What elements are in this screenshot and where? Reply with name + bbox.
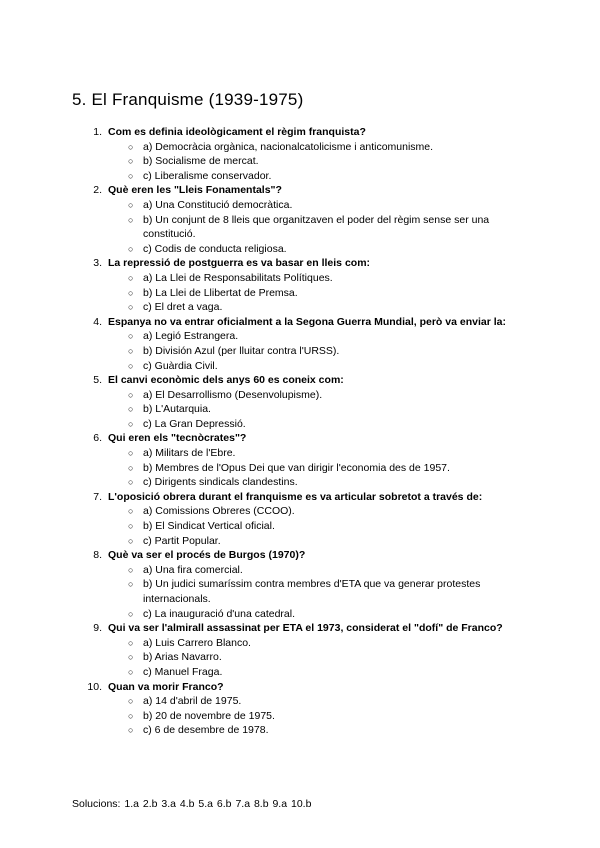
option-text: a) Una fira comercial. (143, 563, 243, 576)
question-5 (0, 373, 600, 431)
question-number: 6. (93, 432, 102, 445)
option-item (128, 286, 513, 301)
option-list (0, 329, 600, 373)
circle-bullet-icon: ○ (128, 404, 134, 415)
circle-bullet-icon: ○ (128, 287, 134, 298)
option-item (128, 329, 513, 344)
option-item (128, 577, 513, 606)
option-list (0, 563, 600, 621)
circle-bullet-icon: ○ (128, 637, 134, 648)
option-text: b) El Sindicat Vertical oficial. (143, 520, 275, 533)
option-item (128, 504, 513, 519)
option-text: b) Membres de l'Opus Dei que van dirigir l'economia des de 1957. (143, 461, 450, 474)
option-text: c) Manuel Fraga. (143, 665, 223, 678)
option-item (128, 344, 513, 359)
option-text: c) 6 de desembre de 1978. (143, 724, 269, 737)
option-item (128, 694, 513, 709)
question-2 (0, 183, 600, 256)
question-10 (0, 680, 600, 738)
question-number: 9. (93, 622, 102, 635)
option-item (128, 519, 513, 534)
option-item (128, 650, 513, 665)
question-number: 5. (93, 374, 102, 387)
option-item (128, 213, 513, 242)
option-text: a) Democràcia orgànica, nacionalcatolicisme i anticomunisme. (143, 140, 434, 153)
option-item (128, 359, 513, 374)
question-text: El canvi econòmic dels anys 60 es coneix com: (108, 374, 344, 387)
option-text: c) La inauguració d'una catedral. (143, 607, 296, 620)
circle-bullet-icon: ○ (128, 418, 134, 429)
option-text: b) La Llei de Llibertat de Premsa. (143, 286, 298, 299)
question-7 (0, 490, 600, 548)
question-text: La repressió de postguerra es va basar en lleis com: (108, 257, 371, 270)
question-number: 2. (93, 184, 102, 197)
question-number: 4. (93, 315, 102, 328)
circle-bullet-icon: ○ (128, 521, 134, 532)
option-item (128, 534, 513, 549)
option-text: c) Partit Popular. (143, 534, 221, 547)
option-item (128, 242, 513, 257)
circle-bullet-icon: ○ (128, 199, 134, 210)
option-item (128, 709, 513, 724)
option-item (128, 271, 513, 286)
option-text: c) El dret a vaga. (143, 301, 223, 314)
circle-bullet-icon: ○ (128, 141, 134, 152)
option-item (128, 723, 513, 738)
question-number: 8. (93, 549, 102, 562)
option-item (128, 300, 513, 315)
page-title: 5. El Franquisme (1939-1975) (72, 90, 304, 109)
question-1 (0, 125, 600, 183)
question-list (0, 125, 600, 738)
option-text: a) El Desarrollismo (Desenvolupisme). (143, 388, 323, 401)
option-item (128, 636, 513, 651)
circle-bullet-icon: ○ (128, 462, 134, 473)
option-list (0, 446, 600, 490)
circle-bullet-icon: ○ (128, 389, 134, 400)
option-text: c) Liberalisme conservador. (143, 169, 272, 182)
option-item (128, 563, 513, 578)
option-text: b) Un judici sumaríssim contra membres d'ETA que va generar protestes internacionals. (143, 578, 481, 605)
option-item (128, 140, 513, 155)
circle-bullet-icon: ○ (128, 652, 134, 663)
option-text: b) 20 de novembre de 1975. (143, 709, 275, 722)
option-list (0, 140, 600, 184)
circle-bullet-icon: ○ (128, 302, 134, 313)
option-item (128, 388, 513, 403)
question-text: Com es definia ideològicament el règim franquista? (108, 126, 366, 138)
option-item (128, 475, 513, 490)
circle-bullet-icon: ○ (128, 666, 134, 677)
circle-bullet-icon: ○ (128, 214, 134, 225)
option-text: a) Una Constitució democràtica. (143, 198, 293, 211)
question-text: Qui va ser l'almirall assassinat per ETA el 1973, considerat el "dofí" de Franco? (108, 622, 503, 635)
circle-bullet-icon: ○ (128, 608, 134, 619)
circle-bullet-icon: ○ (128, 331, 134, 342)
question-4 (0, 315, 600, 373)
option-item (128, 461, 513, 476)
question-3 (0, 256, 600, 314)
question-9 (0, 621, 600, 679)
option-text: a) Luis Carrero Blanco. (143, 636, 251, 649)
option-text: c) La Gran Depressió. (143, 417, 246, 430)
circle-bullet-icon: ○ (128, 170, 134, 181)
option-text: b) L'Autarquia. (143, 403, 211, 416)
circle-bullet-icon: ○ (128, 696, 134, 707)
solutions-line: Solucions: 1.a 2.b 3.a 4.b 5.a 6.b 7.a 8.b 9.a 10.b (72, 798, 312, 810)
option-item (128, 446, 513, 461)
option-list (0, 636, 600, 680)
question-number: 10. (87, 680, 102, 693)
question-8 (0, 548, 600, 621)
option-text: b) Socialisme de mercat. (143, 155, 259, 168)
option-item (128, 665, 513, 680)
option-text: c) Guàrdia Civil. (143, 359, 218, 372)
circle-bullet-icon: ○ (128, 506, 134, 517)
option-text: b) División Azul (per lluitar contra l'URSS). (143, 344, 340, 357)
question-text: Quan va morir Franco? (108, 680, 224, 693)
option-item (128, 607, 513, 622)
option-text: c) Codis de conducta religiosa. (143, 242, 287, 255)
circle-bullet-icon: ○ (128, 564, 134, 575)
question-text: Què eren les "Lleis Fonamentals"? (108, 184, 282, 197)
circle-bullet-icon: ○ (128, 156, 134, 167)
option-item (128, 402, 513, 417)
circle-bullet-icon: ○ (128, 535, 134, 546)
option-list (0, 504, 600, 548)
option-item (128, 169, 513, 184)
circle-bullet-icon: ○ (128, 710, 134, 721)
circle-bullet-icon: ○ (128, 345, 134, 356)
question-number: 3. (93, 257, 102, 270)
option-text: a) Legió Estrangera. (143, 330, 239, 343)
question-6 (0, 431, 600, 489)
option-text: a) Militars de l'Ebre. (143, 447, 236, 460)
option-list (0, 198, 600, 256)
option-list (0, 388, 600, 432)
question-number: 1. (93, 126, 102, 138)
option-text: a) Comissions Obreres (CCOO). (143, 505, 295, 518)
option-text: a) La Llei de Responsabilitats Polítiques. (143, 271, 333, 284)
question-text: Què va ser el procés de Burgos (1970)? (108, 549, 306, 562)
circle-bullet-icon: ○ (128, 272, 134, 283)
question-text: L'oposició obrera durant el franquisme es va articular sobretot a través de: (108, 490, 483, 503)
option-item (128, 198, 513, 213)
option-list (0, 271, 600, 315)
question-text: Espanya no va entrar oficialment a la Segona Guerra Mundial, però va enviar la: (108, 315, 506, 328)
option-text: b) Arias Navarro. (143, 651, 222, 664)
circle-bullet-icon: ○ (128, 243, 134, 254)
option-text: c) Dirigents sindicals clandestins. (143, 476, 298, 489)
circle-bullet-icon: ○ (128, 448, 134, 459)
circle-bullet-icon: ○ (128, 579, 134, 590)
option-item (128, 154, 513, 169)
question-text: Qui eren els "tecnòcrates"? (108, 432, 247, 445)
circle-bullet-icon: ○ (128, 360, 134, 371)
circle-bullet-icon: ○ (128, 477, 134, 488)
circle-bullet-icon: ○ (128, 725, 134, 736)
question-number: 7. (93, 490, 102, 503)
option-text: b) Un conjunt de 8 lleis que organitzaven el poder del règim sense ser una constitució. (143, 213, 490, 241)
option-item (128, 417, 513, 432)
option-text: a) 14 d'abril de 1975. (143, 695, 242, 708)
option-list (0, 694, 600, 738)
